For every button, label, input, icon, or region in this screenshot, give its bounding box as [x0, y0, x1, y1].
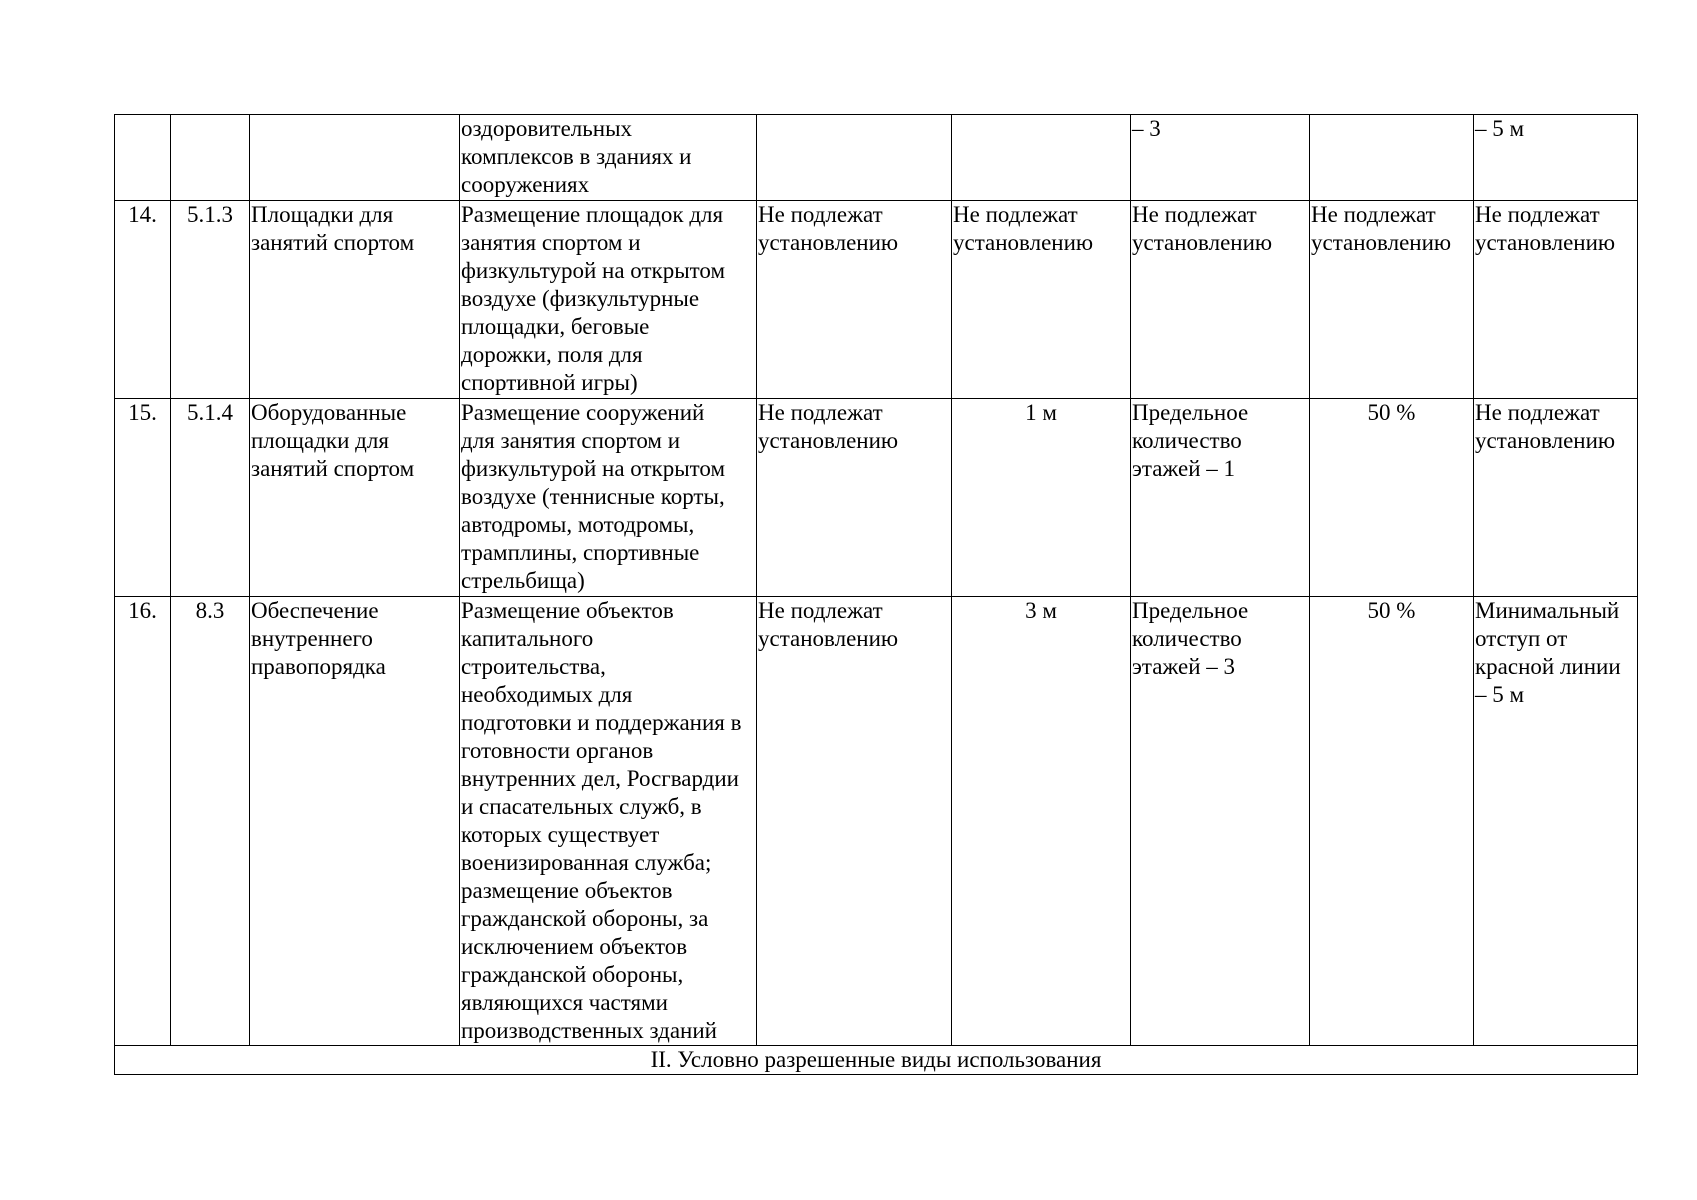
col5-cell: Не подлежат установлению [757, 399, 952, 597]
col5-cell: Не подлежат установлению [757, 201, 952, 399]
use-name-cell: Оборудованные площадки для занятий спортом [250, 399, 460, 597]
table-row [115, 597, 1638, 1046]
table-row [115, 115, 1638, 201]
use-name-cell: Обеспечение внутреннего правопорядка [250, 597, 460, 1046]
col6-cell: 3 м [952, 597, 1131, 1046]
description-cell: Размещение площадок для занятия спортом и физкультурой на открытом воздухе (физкультурные площадки, беговые дорожки, поля для спортивной игры) [460, 201, 757, 399]
col6-cell [952, 115, 1131, 201]
section-heading: II. Условно разрешенные виды использования [115, 1046, 1638, 1075]
use-name-cell [250, 115, 460, 201]
section-heading-row [115, 1046, 1638, 1075]
col9-cell: Не подлежат установлению [1474, 201, 1638, 399]
col5-cell: Не подлежат установлению [757, 597, 952, 1046]
col7-cell: – 3 [1131, 115, 1310, 201]
col8-cell [1310, 115, 1474, 201]
col9-cell: Не подлежат установлению [1474, 399, 1638, 597]
use-name-cell: Площадки для занятий спортом [250, 201, 460, 399]
row-number-cell: 16. [115, 597, 171, 1046]
description-cell: Размещение объектов капитального строительства, необходимых для подготовки и поддержания в готовности органов внутренних дел, Росгвардии и спасательных служб, в которых существует военизированная служба; размещение объектов гражданской обороны, за исключением объектов гражданской обороны, являющихся частями производственных зданий [460, 597, 757, 1046]
col8-cell: 50 % [1310, 399, 1474, 597]
code-cell: 5.1.3 [171, 201, 250, 399]
col6-cell: 1 м [952, 399, 1131, 597]
row-number-cell: 14. [115, 201, 171, 399]
row-number-cell [115, 115, 171, 201]
col7-cell: Предельное количество этажей – 3 [1131, 597, 1310, 1046]
col7-cell: Предельное количество этажей – 1 [1131, 399, 1310, 597]
description-cell: Размещение сооружений для занятия спортом и физкультурой на открытом воздухе (теннисные корты, автодромы, мотодромы, трамплины, спортивные стрельбища) [460, 399, 757, 597]
col8-cell: Не подлежат установлению [1310, 201, 1474, 399]
description-cell: оздоровительных комплексов в зданиях и сооружениях [460, 115, 757, 201]
col5-cell [757, 115, 952, 201]
code-cell [171, 115, 250, 201]
col8-cell: 50 % [1310, 597, 1474, 1046]
col9-cell: Минимальный отступ от красной линии – 5 м [1474, 597, 1638, 1046]
col7-cell: Не подлежат установлению [1131, 201, 1310, 399]
code-cell: 5.1.4 [171, 399, 250, 597]
zoning-table [114, 114, 1638, 1075]
table-row [115, 201, 1638, 399]
col6-cell: Не подлежат установлению [952, 201, 1131, 399]
row-number-cell: 15. [115, 399, 171, 597]
table-row [115, 399, 1638, 597]
col9-cell: – 5 м [1474, 115, 1638, 201]
code-cell: 8.3 [171, 597, 250, 1046]
